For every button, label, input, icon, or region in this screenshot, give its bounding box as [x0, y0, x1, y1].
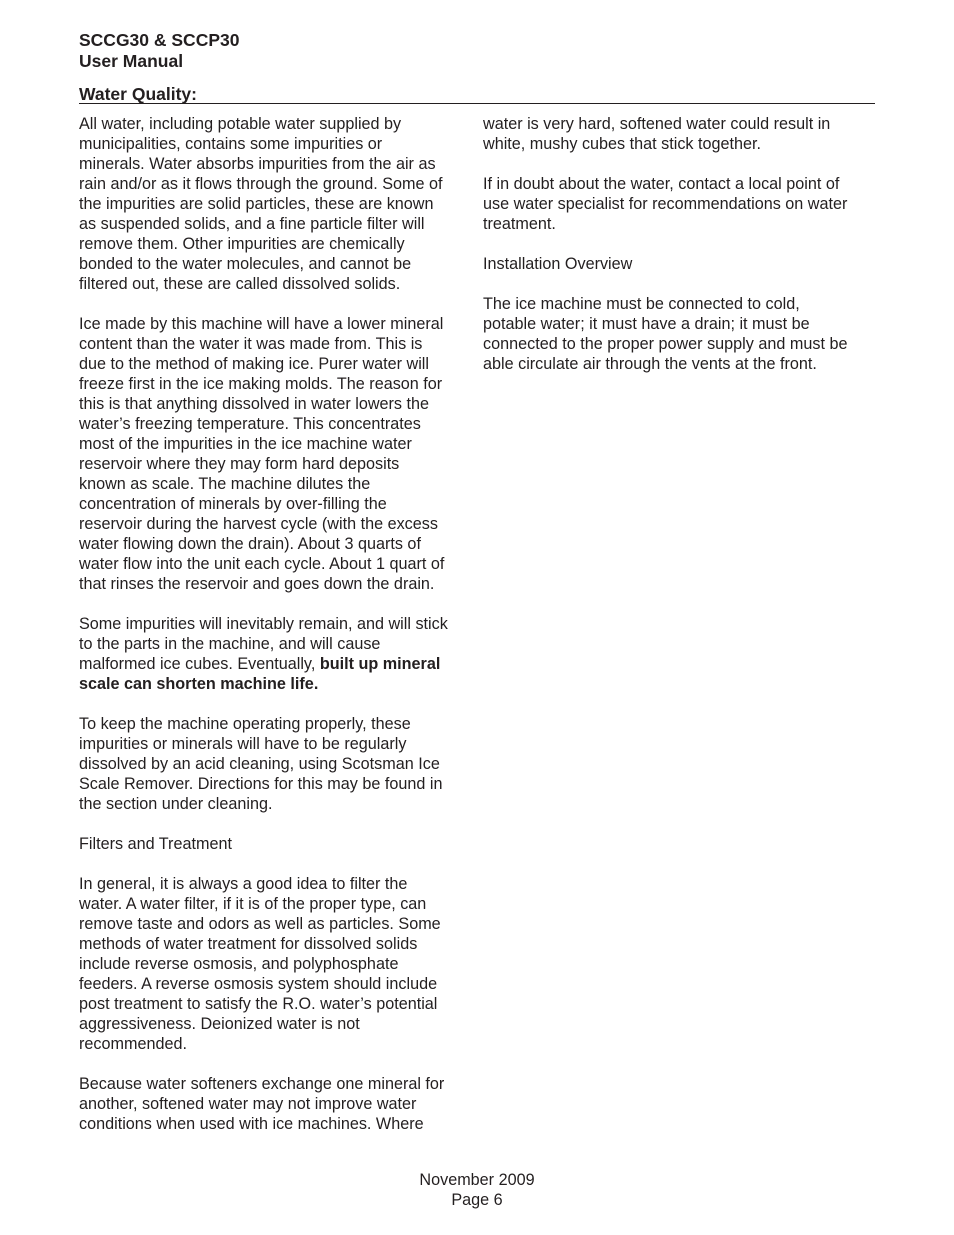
doc-type-title: User Manual [79, 51, 184, 71]
paragraph-softeners: Because water softeners exchange one mineral for another, softened water may not improve water conditions when used with ice machines. Where [79, 1075, 445, 1133]
installation-heading: Installation Overview [483, 255, 633, 273]
footer-date: November 2009 [419, 1171, 535, 1189]
paragraph-filters: In general, it is always a good idea to filter the water. A water filter, if it is of the proper type, can remove taste and odors as well as particles. Some methods of water treatment for dissolved solids include reverse osmosis, and polyphosphate feeders. A reverse osmosis system should include post treatment to satisfy the R.O. water’s potential aggressiveness. Deionized water is not recommended. [79, 875, 441, 1053]
scale-warning-emphasis-cont: scale can shorten machine life. [79, 675, 319, 693]
section-divider [79, 103, 875, 104]
page-footer [0, 1170, 954, 1210]
paragraph-acid-cleaning: To keep the machine operating properly, these impurities or minerals will have to be regularly dissolved by an acid cleaning, using Scotsman Ice Scale Remover. Directions for this may be found in the section under cleaning. [79, 715, 443, 813]
paragraph-softeners-cont: water is very hard, softened water could result in white, mushy cubes that stick together. [483, 115, 831, 153]
paragraph-ice-minerals: Ice made by this machine will have a lower mineral content than the water it was made from. This is due to the method of making ice. Purer water will freeze first in the ice making molds. The reason for this is that anything dissolved in water lowers the water’s freezing temperature. This concentrates most of the impurities in the ice machine water reservoir where they may form hard deposits known as scale. The machine dilutes the concentration of minerals by over-filling the reservoir during the harvest cycle (with the excess water flowing down the drain). About 3 quarts of water flow into the unit each cycle. About 1 quart of that rinses the reservoir and goes down the drain. [79, 315, 445, 593]
paragraph-impurities: All water, including potable water supplied by municipalities, contains some impurities or minerals. Water absorbs impurities from the air as rain and/or as it flows through the ground. Some of the impurities are solid particles, these are known as suspended solids, and a fine particle filter will remove them. Other impurities are chemically bonded to the water molecules, and cannot be filtered out, these are called dissolved solids. [79, 115, 443, 293]
left-column [79, 114, 475, 1134]
paragraph-water-specialist: If in doubt about the water, contact a local point of use water specialist for recommendations on water treatment. [483, 175, 848, 233]
filters-heading: Filters and Treatment [79, 835, 232, 853]
model-title: SCCG30 & SCCP30 [79, 30, 240, 50]
document-header [79, 30, 239, 72]
section-title: Water Quality: [79, 84, 197, 104]
paragraph-installation: The ice machine must be connected to cold, potable water; it must have a drain; it must be connected to the proper power supply and must be able circulate air through the vents at the front. [483, 295, 848, 373]
scale-warning-emphasis: built up mineral [319, 655, 441, 673]
right-column [483, 114, 875, 374]
page-number: Page 6 [451, 1191, 503, 1209]
paragraph-scale-warning: Some impurities will inevitably remain, and will stick to the parts in the machine, and will cause malformed ice cubes. Eventually, built up mineral scale can shorten machine life. [79, 615, 448, 693]
